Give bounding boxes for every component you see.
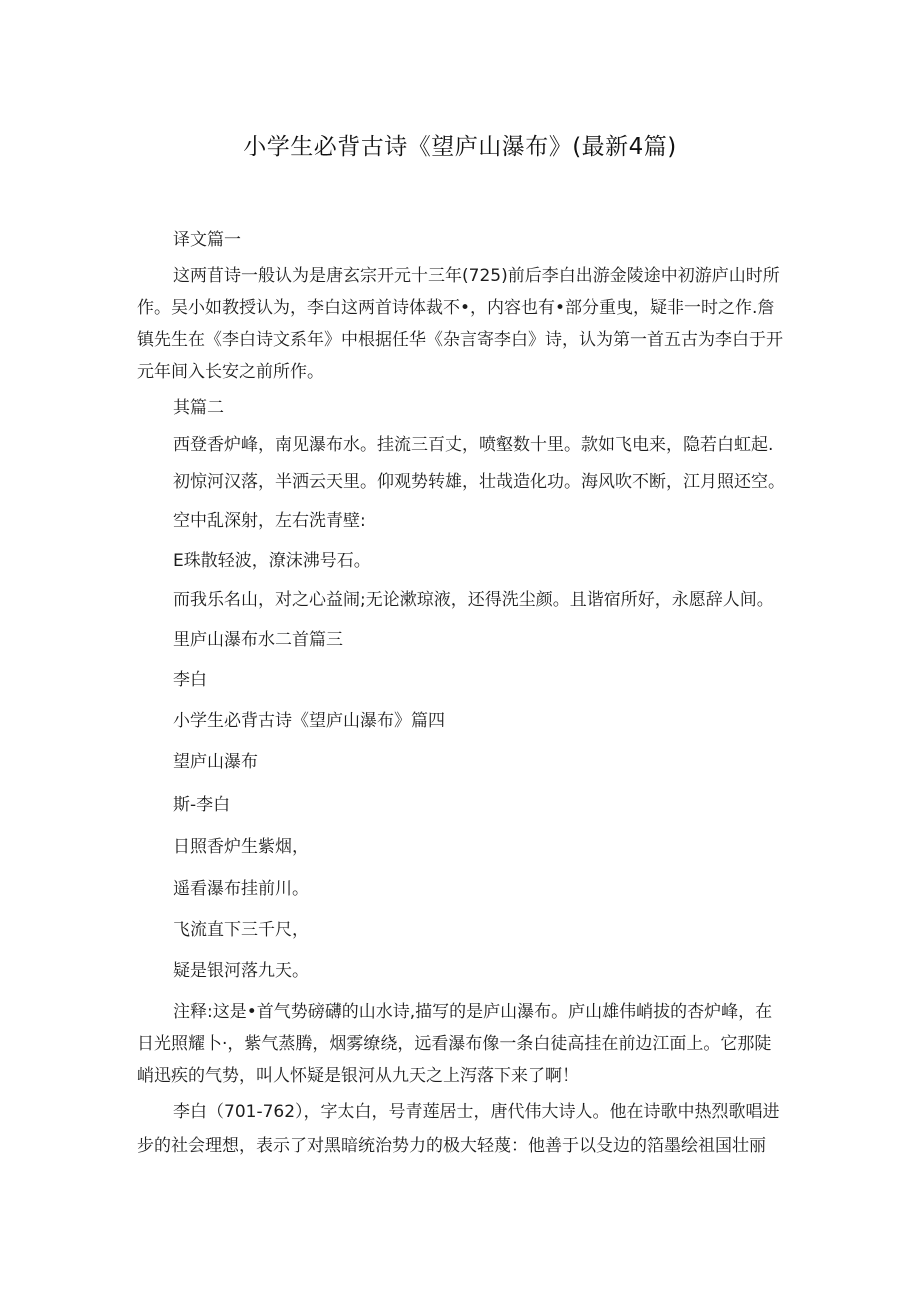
poem-line: 空中乱深射，左右洗青壁: <box>173 511 366 531</box>
author-line: 斯-李白 <box>173 795 231 815</box>
section-heading-3: 里庐山瀑布水二首篇三 <box>173 630 343 650</box>
paragraph-note: 注释:这是•首气势磅礴的山水诗,描写的是庐山瀑布。庐山雄伟峭拔的杏炉峰，在日光照耀卜·，紫气蒸腾，烟雾缭绕，远看瀑布像一条白徒高挂在前边江面上。它那陡峭迅疾的气势，叫人怀疑是银河从九天之上泻落下来了啊！ <box>137 1002 773 1086</box>
poem-line: 初惊河汉落，半洒云天里。仰观势转雄，壮哉造化功。海风吹不断，江月照还空。 <box>173 472 785 492</box>
verse-line: 日照香炉生紫烟， <box>173 837 309 857</box>
poem-title: 望庐山瀑布 <box>173 752 258 772</box>
paragraph-translation: 这两苜诗一般认为是唐玄宗开元十三年(725)前后李白出游金陵途中初游庐山时所作。吴小如教授认为，李白这两首诗体裁不•，内容也有•部分重曳，疑非一时之作.詹镇先生在《李白诗文系年》中根据任华《杂言寄李白》诗，认为第一首五古为李白于开元年间入长安之前所作。 <box>137 266 783 382</box>
verse-line: 疑是银河落九天。 <box>173 961 309 981</box>
section-heading-4: 小学生必背古诗《望庐山瀑布》篇四 <box>173 711 445 731</box>
poem-line: 西登香炉峰，南见瀑布水。挂流三百丈，喷壑数十里。款如飞电来，隐若白虹起. <box>173 435 774 455</box>
section-heading-2: 其篇二 <box>173 398 224 418</box>
section-heading-1: 译文篇一 <box>173 230 241 250</box>
poem-line: 而我乐名山，对之心益闹;无论漱琼液，还得洗尘颜。且谐宿所好，永愿辞人间。 <box>173 590 774 610</box>
document-title: 小学生必背古诗《望庐山瀑布》(最新4篇) <box>243 134 677 160</box>
verse-line: 飞流直下三千尺， <box>173 920 309 940</box>
verse-line: 遥看瀑布挂前川。 <box>173 879 309 899</box>
poem-line: E珠散轻波，潦沫沸号石。 <box>173 551 371 571</box>
paragraph-author-bio: 李白（701-762），字太白，号青莲居士，唐代伟大诗人。他在诗歌中热烈歌唱进步的社会理想，表示了对黑暗统治势力的极大轻蔑：他善于以殳边的箔墨绘祖国壮丽 <box>137 1102 780 1156</box>
author-line: 李白 <box>173 670 207 690</box>
